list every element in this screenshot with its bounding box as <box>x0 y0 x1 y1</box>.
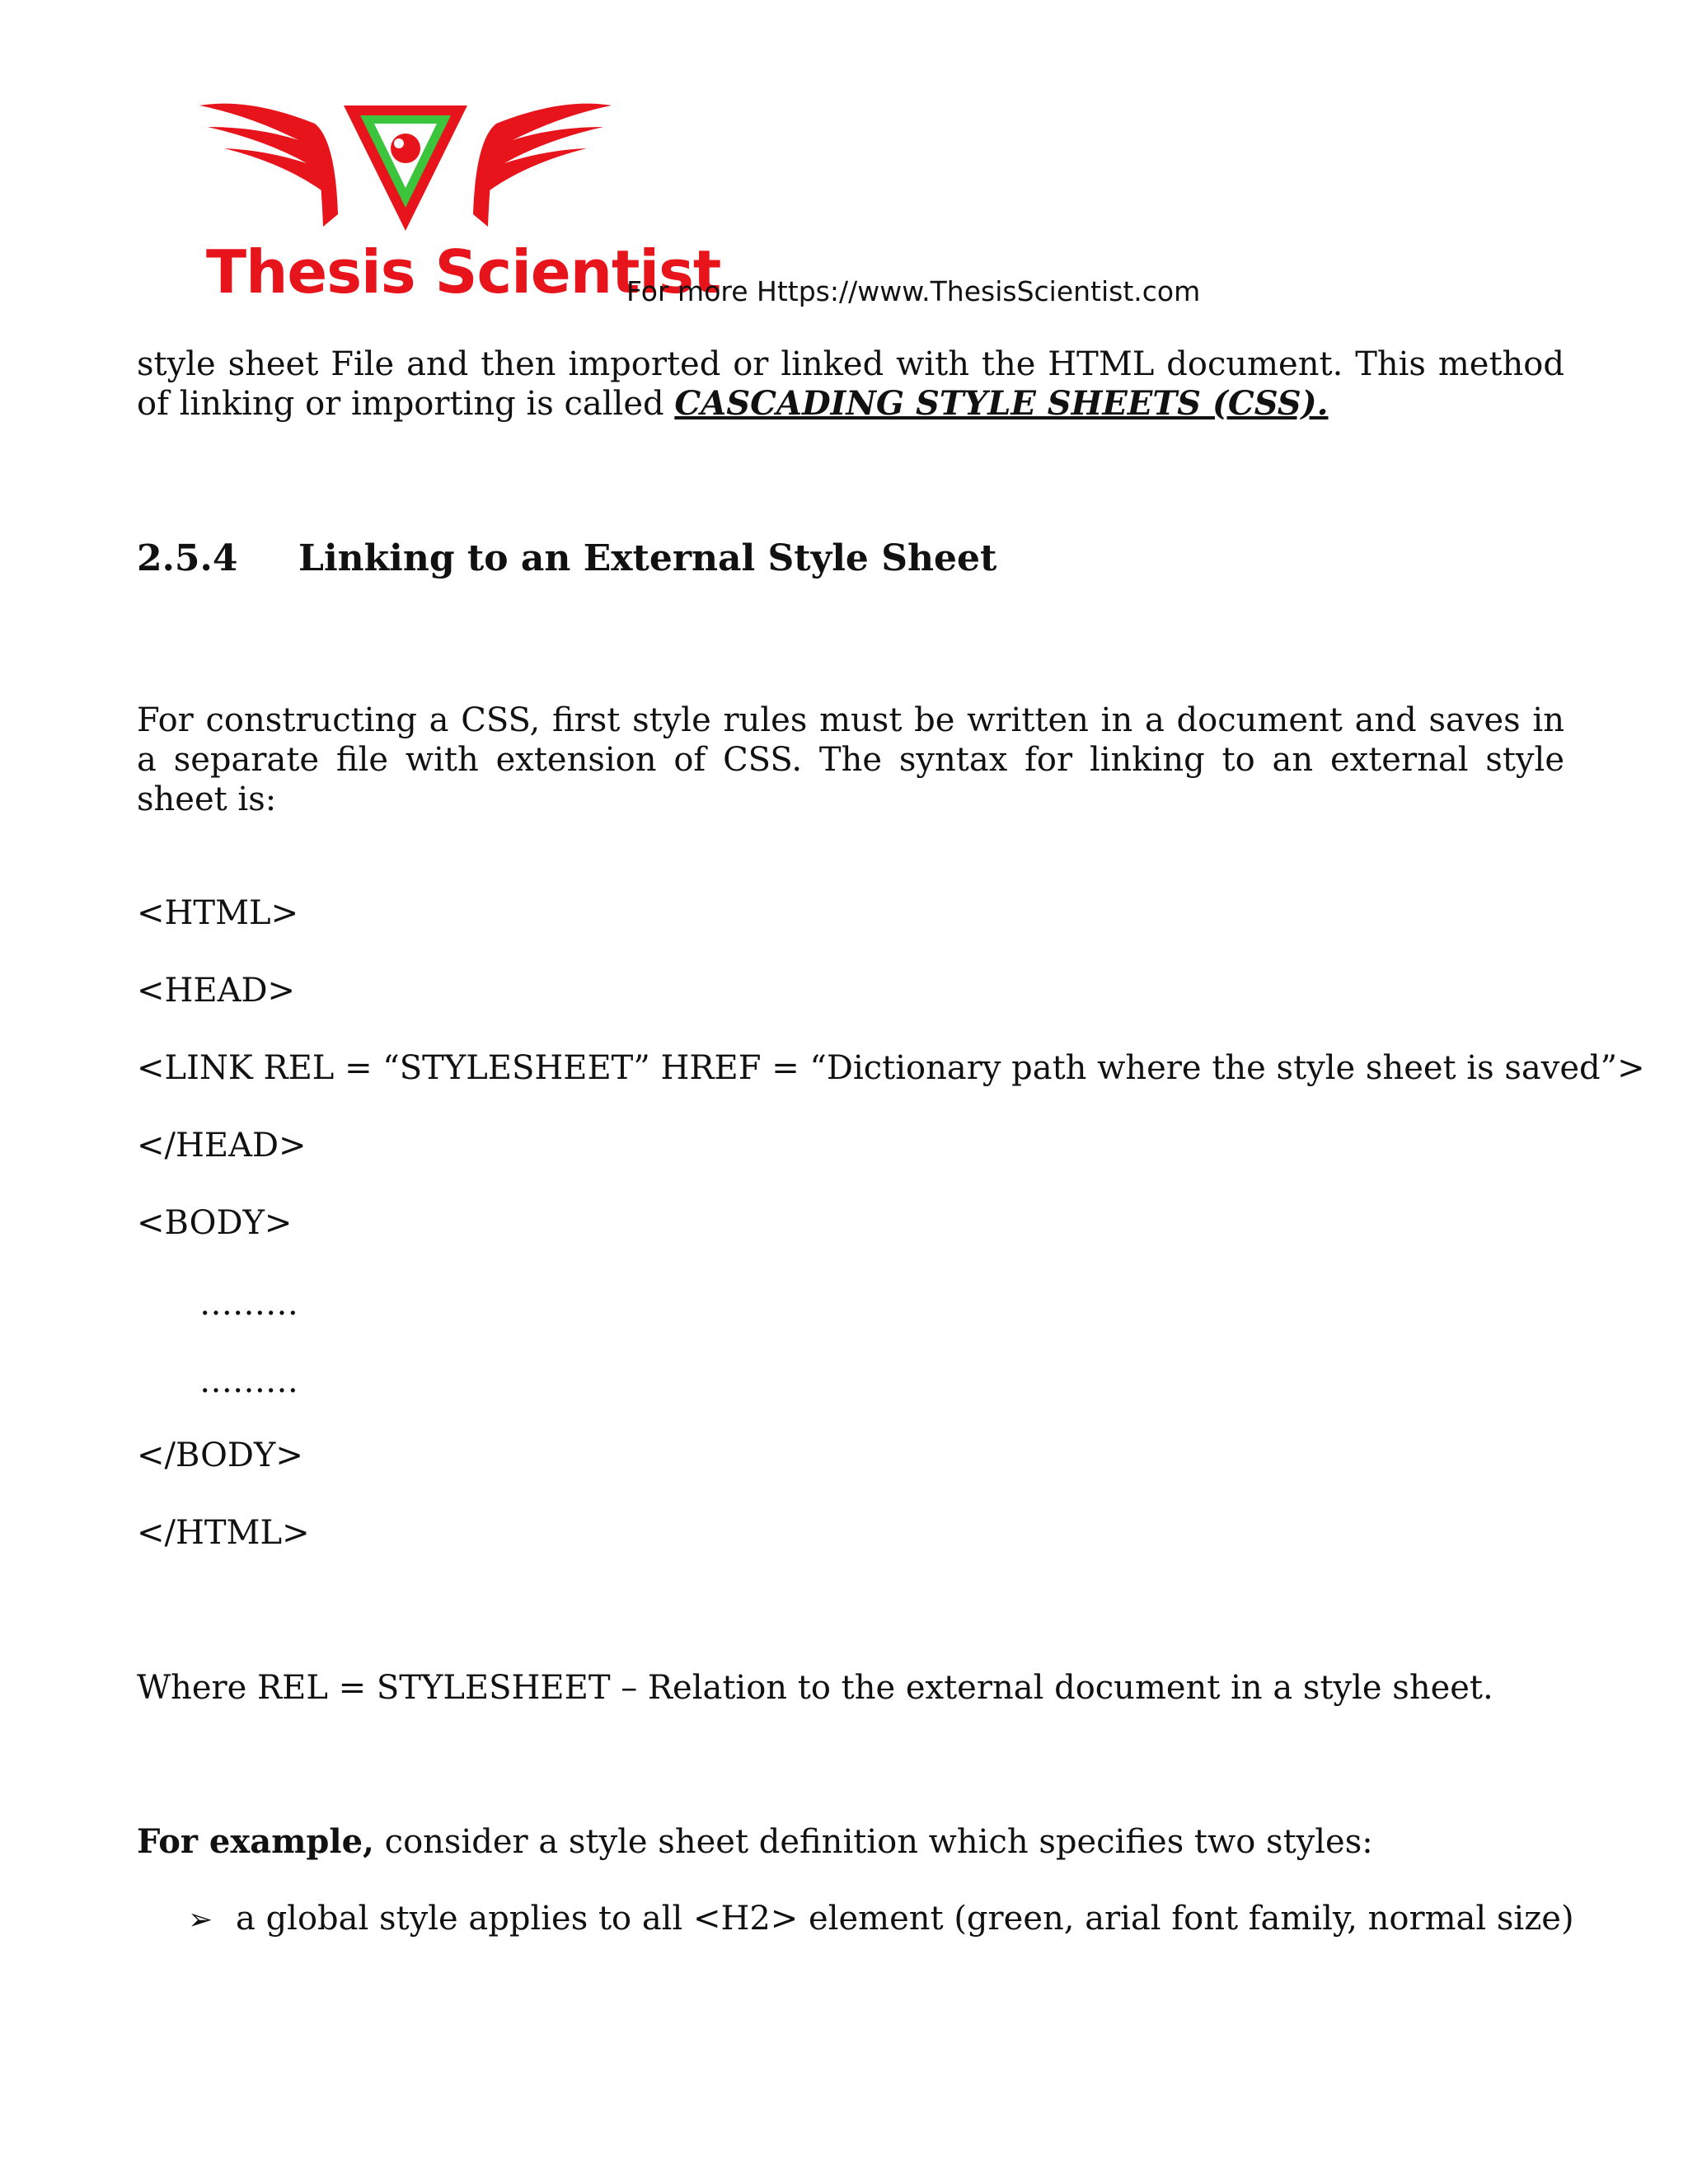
section-number: 2.5.4 <box>137 537 238 579</box>
thesis-scientist-logo <box>191 91 721 313</box>
section-title: Linking to an External Style Sheet <box>298 537 997 579</box>
example-paragraph <box>137 1822 1564 1862</box>
list-item-text: a global style applies to all <H2> element (green, arial font family, normal size) <box>236 1900 1574 1938</box>
intro-text: style sheet File and then imported or linked with the HTML document. This method of linking or importing is called <box>137 345 1564 423</box>
arrow-bullet-icon: ➢ <box>188 1903 213 1937</box>
intro-paragraph <box>137 344 1564 424</box>
code-line: ……… <box>199 1362 298 1400</box>
code-line: ……… <box>199 1285 298 1323</box>
code-line: <BODY> <box>137 1204 293 1242</box>
logo-text: Thesis Scientist <box>206 237 721 307</box>
body-paragraph: For constructing a CSS, first style rules must be written in a document and saves in a separate file with extension of CSS. The syntax for linking to an external style sheet is: <box>137 701 1564 818</box>
code-line: </BODY> <box>137 1436 303 1474</box>
code-line: <HTML> <box>137 894 299 932</box>
code-line: <HEAD> <box>137 972 296 1010</box>
section-heading <box>137 537 996 579</box>
example-label: For example, <box>137 1822 374 1861</box>
winged-triangle-logo-icon <box>191 91 620 255</box>
where-paragraph: Where REL = STYLESHEET – Relation to the external document in a style sheet. <box>137 1669 1493 1707</box>
example-text: consider a style sheet definition which specifies two styles: <box>373 1823 1373 1861</box>
list-item <box>188 1899 1574 1940</box>
code-line: </HEAD> <box>137 1127 307 1165</box>
website-link[interactable]: For more Https://www.ThesisScientist.com <box>626 275 1201 307</box>
code-line: <LINK REL = “STYLESHEET” HREF = “Dictionary path where the style sheet is saved”> <box>137 1049 1645 1087</box>
code-line: </HTML> <box>137 1514 310 1552</box>
css-term: CASCADING STYLE SHEETS (CSS). <box>674 384 1329 423</box>
